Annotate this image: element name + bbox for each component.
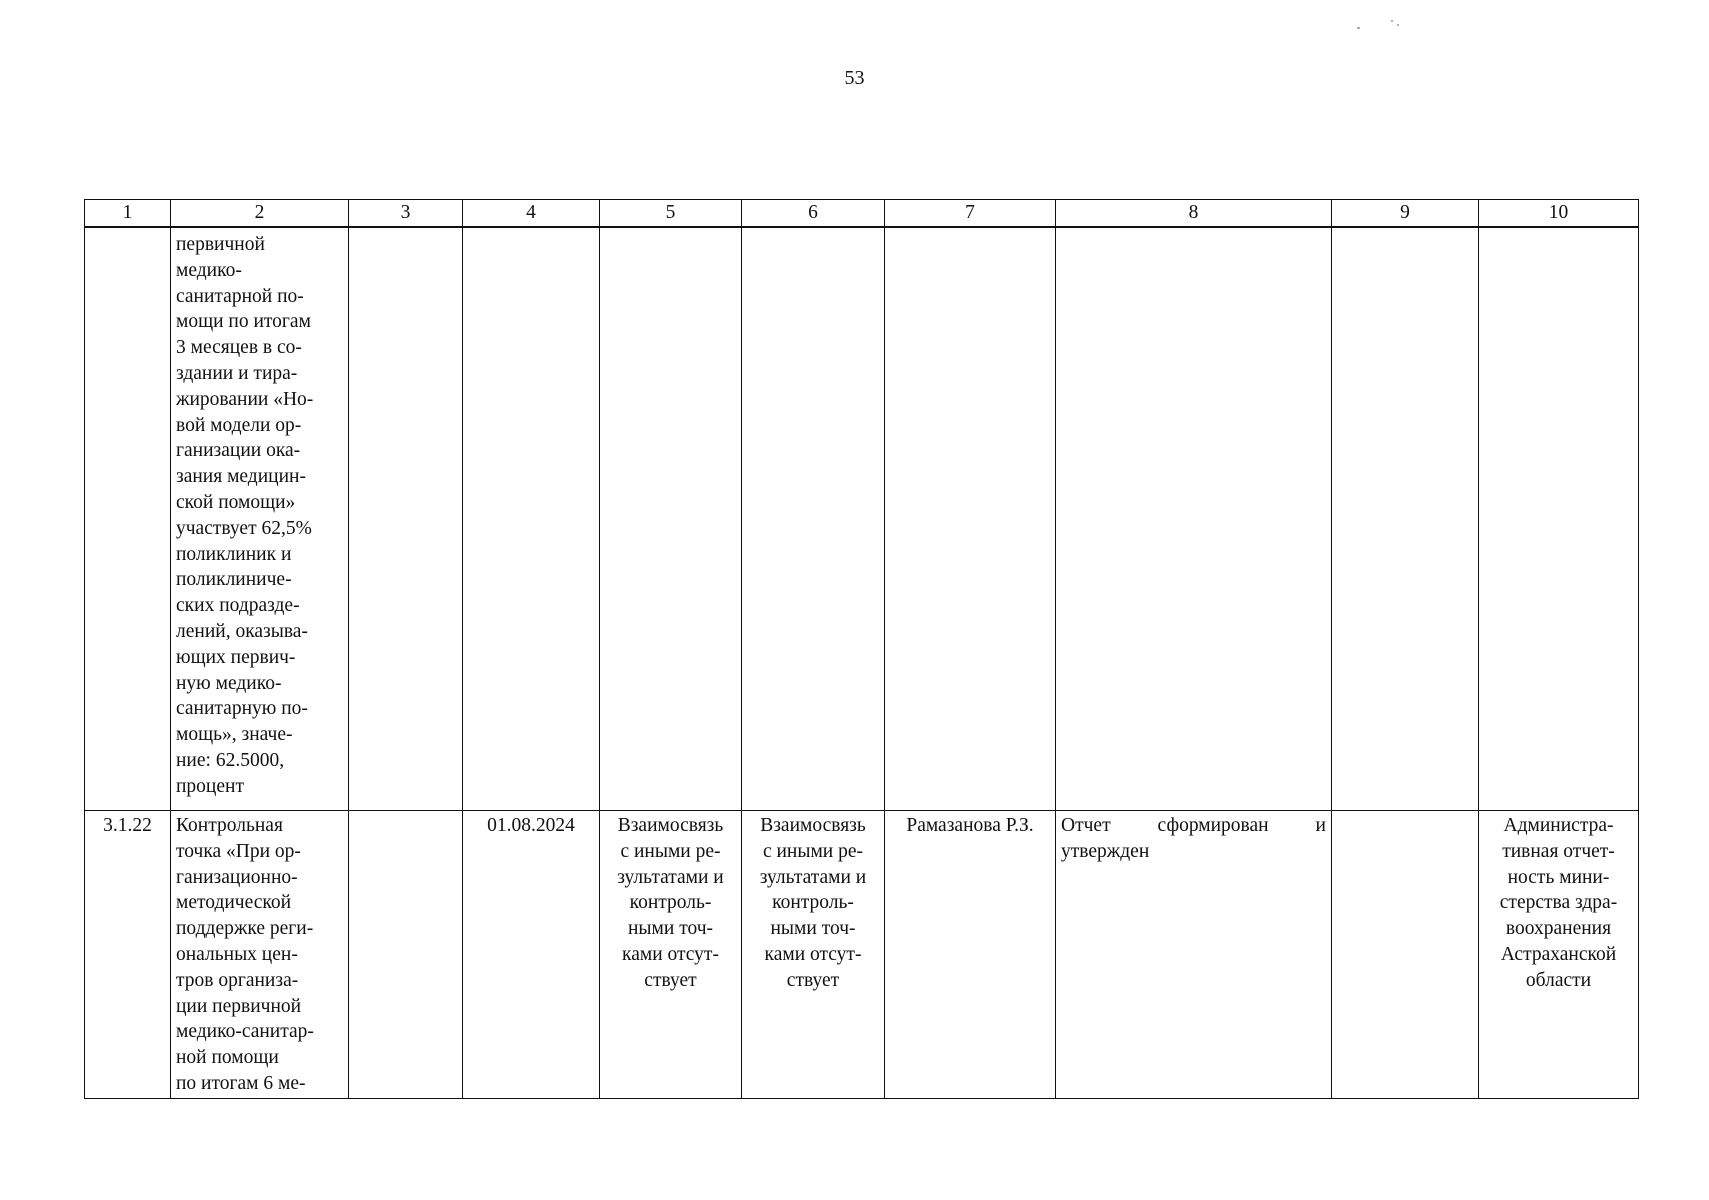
cell-responsible: [885, 227, 1056, 811]
cell-responsible: Рамазанова Р.З.: [885, 811, 1056, 1099]
cell-description: первичной медико- санитарной по- мощи по итогам 3 месяцев в со- здании и тира- жировании «Но- вой модели ор- ганизации ока- зания медицин- ской помощи» участвует 62,5% поликлиник и поликлиниче- ских подразде- лений, оказыва- ющих первич- ную медико- санитарную по- мощь», значе- ние: 62.5000, процент: [171, 227, 349, 811]
cell-result: [1056, 227, 1332, 811]
cell-source: Администра- тивная отчет- ность мини- стерства здра- воохранения Астраханской области: [1479, 811, 1639, 1099]
cell-col3: [349, 811, 463, 1099]
table-row-continued: [85, 227, 1639, 811]
column-header-1: 1: [85, 200, 171, 228]
column-header-7: 7: [885, 200, 1056, 228]
cell-col9: [1332, 227, 1479, 811]
header-row: [85, 200, 1639, 228]
scan-speck: [1357, 27, 1360, 29]
cell-description: Контрольная точка «При ор- ганизационно- методической поддержке реги- ональных цен- тров организа- ции первичной медико-санитар- ной помощи по итогам 6 ме-: [171, 811, 349, 1099]
column-header-2: 2: [171, 200, 349, 228]
cell-col6: [742, 227, 885, 811]
cell-source: [1479, 227, 1639, 811]
cell-date: [463, 227, 600, 811]
cell-relation-6: Взаимосвязь с иными ре- зультатами и контроль- ными точ- ками отсут- ствует: [742, 811, 885, 1099]
cell-relation-5: Взаимосвязь с иными ре- зультатами и контроль- ными точ- ками отсут- ствует: [600, 811, 742, 1099]
column-header-3: 3: [349, 200, 463, 228]
cell-number: [85, 227, 171, 811]
cell-date: 01.08.2024: [463, 811, 600, 1099]
column-header-4: 4: [463, 200, 600, 228]
cell-col3: [349, 227, 463, 811]
column-header-9: 9: [1332, 200, 1479, 228]
table-row-3-1-22: [85, 811, 1639, 1099]
column-header-10: 10: [1479, 200, 1639, 228]
column-header-6: 6: [742, 200, 885, 228]
cell-result: Отчет сформирован и утвержден: [1056, 811, 1332, 1099]
column-header-8: 8: [1056, 200, 1332, 228]
column-header-5: 5: [600, 200, 742, 228]
cell-col9: [1332, 811, 1479, 1099]
plan-table: [84, 199, 1639, 1099]
cell-col5: [600, 227, 742, 811]
scan-speck: [1391, 20, 1393, 22]
scan-speck: [1397, 24, 1399, 26]
cell-number: 3.1.22: [85, 811, 171, 1099]
page-number: 53: [844, 67, 865, 89]
